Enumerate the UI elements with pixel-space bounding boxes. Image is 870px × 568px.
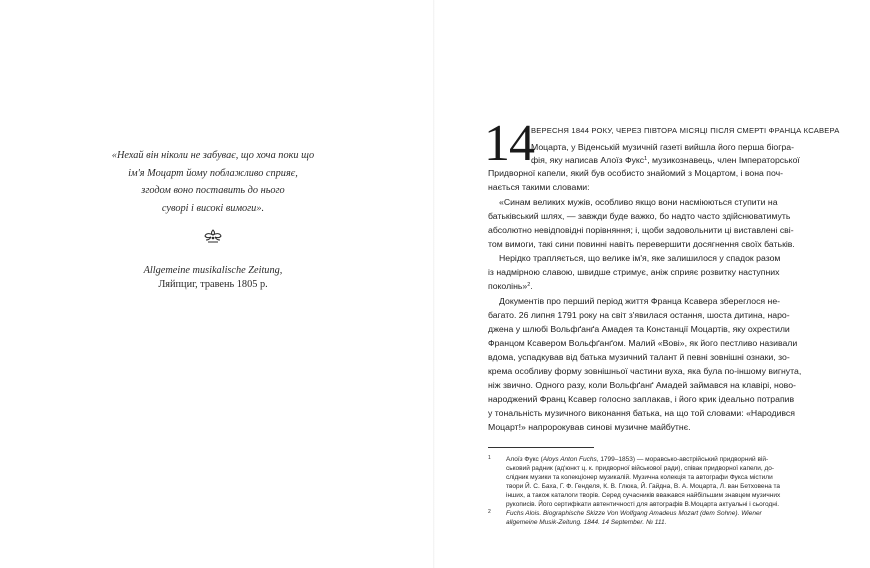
body-line: нається такими словами:	[488, 182, 590, 192]
body-line: народжений Франц Ксавер голосно заплакав, і його крик ідеально потрапив	[488, 394, 795, 404]
footnote-line: інших, а також каталоги творів. Серед сучасників вважався найбільшим знавцем музичних	[506, 492, 781, 499]
footnote-number: 1	[488, 455, 491, 461]
body-line: ніж звично. Одного разу, коли Вольфґанґ Амадей займався на клавірі, ново-	[488, 380, 796, 390]
footnote-ref: 2	[527, 282, 531, 288]
footnote-line: allgemeine Musik-Zeitung. 1844. 14 September. № 111.	[506, 519, 667, 526]
footnote-line: слідник музики та колекціонер музикалій. Музична колекція та автографи Фукса містили	[506, 474, 773, 481]
footnote-number: 2	[488, 509, 491, 515]
body-line: Придворної капели, який був особисто знайомий з Моцартом, і вона поч-	[488, 168, 784, 178]
quote-line: «Синам великих мужів, особливо якщо вони насміюються ступити на	[499, 197, 778, 207]
quote-line: із надмірною славою, швидше стримує, аніж сприяє розвитку наступних	[488, 267, 780, 277]
fleuron-ornament-icon	[202, 228, 224, 244]
quote-line: Нерідко трапляється, що велике ім'я, яке залишилося у спадок разом	[499, 253, 781, 263]
source-title: Allgemeine musikalische Zeitung,	[143, 265, 283, 276]
epigraph-quote	[100, 147, 326, 218]
footnote-ref: 1	[644, 156, 648, 162]
body-line: Документів про перший період життя Франца Ксавера збереглося не-	[499, 296, 781, 306]
body-line: Моцарта, у Віденській музичній газеті вийшла його перша біогра-	[531, 142, 794, 152]
source-place: Ляйпциг, травень 1805 р.	[158, 279, 268, 290]
quote-line: абсолютно невідповідні порівняння; і, щоби задовольнити ці виставлені сві-	[488, 225, 794, 235]
quote-line: батьківський шлях, — завжди буде важко, бо надто часто здійснюватимуть	[488, 211, 791, 221]
epigraph-source	[100, 264, 326, 292]
epigraph-line: «Нехай він ніколи не забуває, що хоча поки що	[111, 150, 315, 161]
footnote-line: твори Й. С. Баха, Г. Ф. Генделя, К. В. Глюка, Й. Гайдна, В. А. Моцарта, Л. ван Бетховена та	[506, 483, 781, 490]
body-line: вдома, успадкував від батька музичний талант й певні зовнішні ознаки, зо-	[488, 352, 790, 362]
body-line: фія, яку написав Алоїз Фукс$^1$, музикознавець, член Імператорської	[531, 155, 800, 165]
epigraph-line: суворі і високі вимоги».	[161, 203, 265, 215]
epigraph-line: ім'я Моцарт йому поблажливо сприяє,	[128, 167, 298, 179]
body-line: Францом Ксавером Вольфґанґом. Малий «Вові», як його пестливо називали	[488, 338, 798, 348]
footnote-rule	[488, 447, 594, 448]
footnote-line: Алоїз Фукс (Aloys Anton Fuchs, 1799–1853) — моравсько-австрійський придворний вій-	[506, 456, 769, 463]
body-line: крема особливу форму зовнішньої частини вуха, яка була по-іншому вигнута,	[488, 366, 802, 376]
body-line: джена у шлюбі Вольфґанґа Амадея та Констанції Моцартів, яку охрестили	[488, 324, 790, 334]
epigraph-line: згодом воно поставить до нього	[141, 185, 285, 197]
body-line: Моцарт!» напророкував синові музичне майбутнє.	[488, 422, 691, 432]
quote-line: том вимоги, такі сини повинні навіть перевершити досягнення своїх батьків.	[488, 239, 795, 249]
footnote-line: Fuchs Alois. Biographische Skizze Von Wolfgang Amadeus Mozart (dem Sohne). Wiener	[506, 510, 762, 517]
opening-caps-line: ВЕРЕСНЯ 1844 РОКУ, ЧЕРЕЗ ПІВТОРА МІСЯЦІ ПІСЛЯ СМЕРТІ ФРАНЦА КСАВЕРА	[531, 126, 840, 135]
body-line: багато. 26 липня 1791 року на світ з'явилася остання, шоста дитина, наро-	[488, 310, 790, 320]
drop-cap: 14	[484, 115, 534, 172]
footnote-latin-name: Aloys Anton Fuchs	[542, 456, 597, 463]
quote-line: поколінь»$^2$.	[488, 281, 533, 291]
footnote-line: рукописів. Його сертифікати автентичності для автографів В.Моцарта актуальні і сьогодні.	[506, 501, 780, 508]
footnote-line: ськовий радник (ад'юнкт ц. к. придворної військової ради), співак придворної капели, до-	[506, 465, 775, 472]
body-line: у тональність музичного виконання батька, на що той словами: «Народився	[488, 408, 795, 418]
